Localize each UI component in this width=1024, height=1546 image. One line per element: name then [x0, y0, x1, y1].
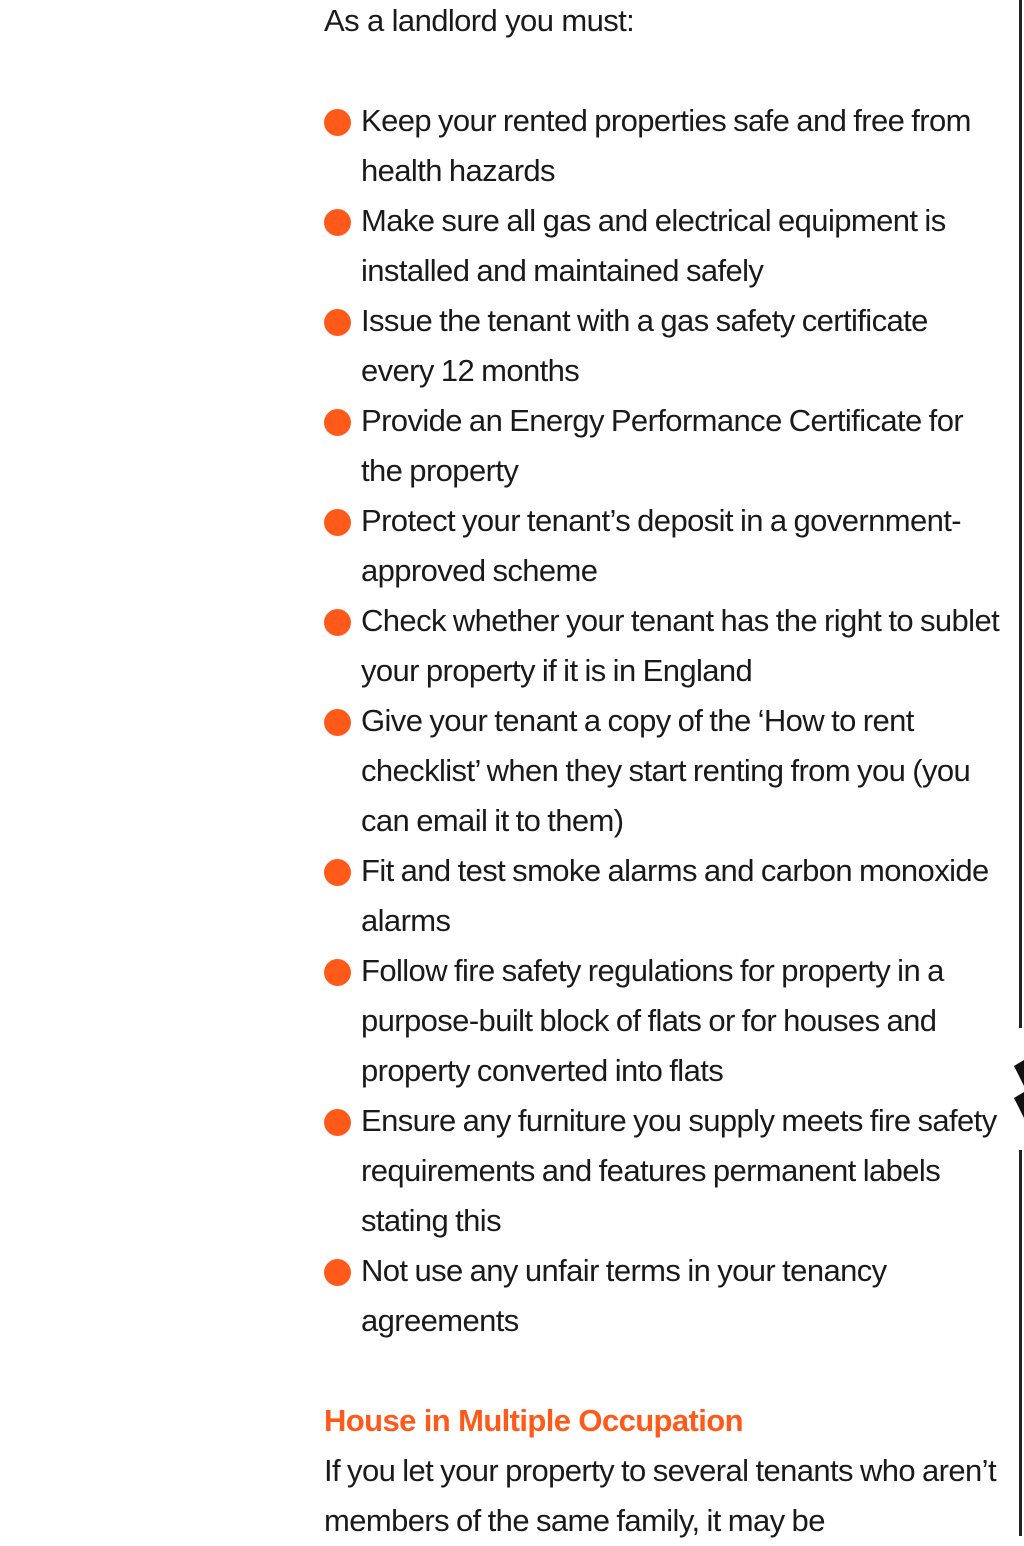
list-item: [324, 1096, 1002, 1246]
list-item-text: Provide an Energy Performance Certificate for the property: [361, 403, 964, 488]
list-item: [324, 96, 1002, 196]
page-tab-marker-icon: [1008, 1060, 1024, 1118]
bullet-icon: [324, 409, 351, 436]
bullet-icon: [324, 109, 351, 136]
list-item: [324, 846, 1002, 946]
bullet-icon: [324, 609, 351, 636]
list-item: [324, 596, 1002, 696]
list-item-text: Follow fire safety regulations for property in a purpose-built block of flats or for houses and property converted into flats: [361, 953, 944, 1088]
bullet-icon: [324, 309, 351, 336]
spacer: [324, 1346, 1002, 1396]
list-item: [324, 1246, 1002, 1346]
intro-text: As a landlord you must:: [324, 3, 635, 38]
list-item: [324, 296, 1002, 396]
list-item: [324, 396, 1002, 496]
list-item: [324, 696, 1002, 846]
list-item: [324, 196, 1002, 296]
bullet-icon: [324, 209, 351, 236]
list-item-text: Make sure all gas and electrical equipment is installed and maintained safely: [361, 203, 946, 288]
list-item-text: Issue the tenant with a gas safety certificate every 12 months: [361, 303, 928, 388]
landlord-duties-list: [324, 96, 1002, 1346]
list-item-text: Fit and test smoke alarms and carbon monoxide alarms: [361, 853, 989, 938]
page-edge-rule: [1019, 1150, 1022, 1536]
list-item: [324, 496, 1002, 596]
section-body-text: If you let your property to several tenants who aren’t members of the same family, it may be: [324, 1453, 996, 1538]
document-content: [324, 0, 1002, 1546]
list-item-text: Not use any unfair terms in your tenancy agreements: [361, 1253, 887, 1338]
bullet-icon: [324, 509, 351, 536]
page-edge-rule: [1019, 0, 1022, 1028]
list-item: [324, 946, 1002, 1096]
bullet-icon: [324, 1109, 351, 1136]
bullet-icon: [324, 959, 351, 986]
section-heading: House in Multiple Occupation: [324, 1403, 743, 1438]
list-item-text: Check whether your tenant has the right to sublet your property if it is in England: [361, 603, 1000, 688]
spacer: [324, 46, 1002, 96]
list-item-text: Protect your tenant’s deposit in a government-approved scheme: [361, 503, 961, 588]
list-item-text: Give your tenant a copy of the ‘How to rent checklist’ when they start renting from you (you can email it to them): [361, 703, 971, 838]
bullet-icon: [324, 709, 351, 736]
list-item-text: Ensure any furniture you supply meets fire safety requirements and features permanent labels stating this: [361, 1103, 997, 1238]
bullet-icon: [324, 859, 351, 886]
list-item-text: Keep your rented properties safe and free from health hazards: [361, 103, 971, 188]
bullet-icon: [324, 1259, 351, 1286]
